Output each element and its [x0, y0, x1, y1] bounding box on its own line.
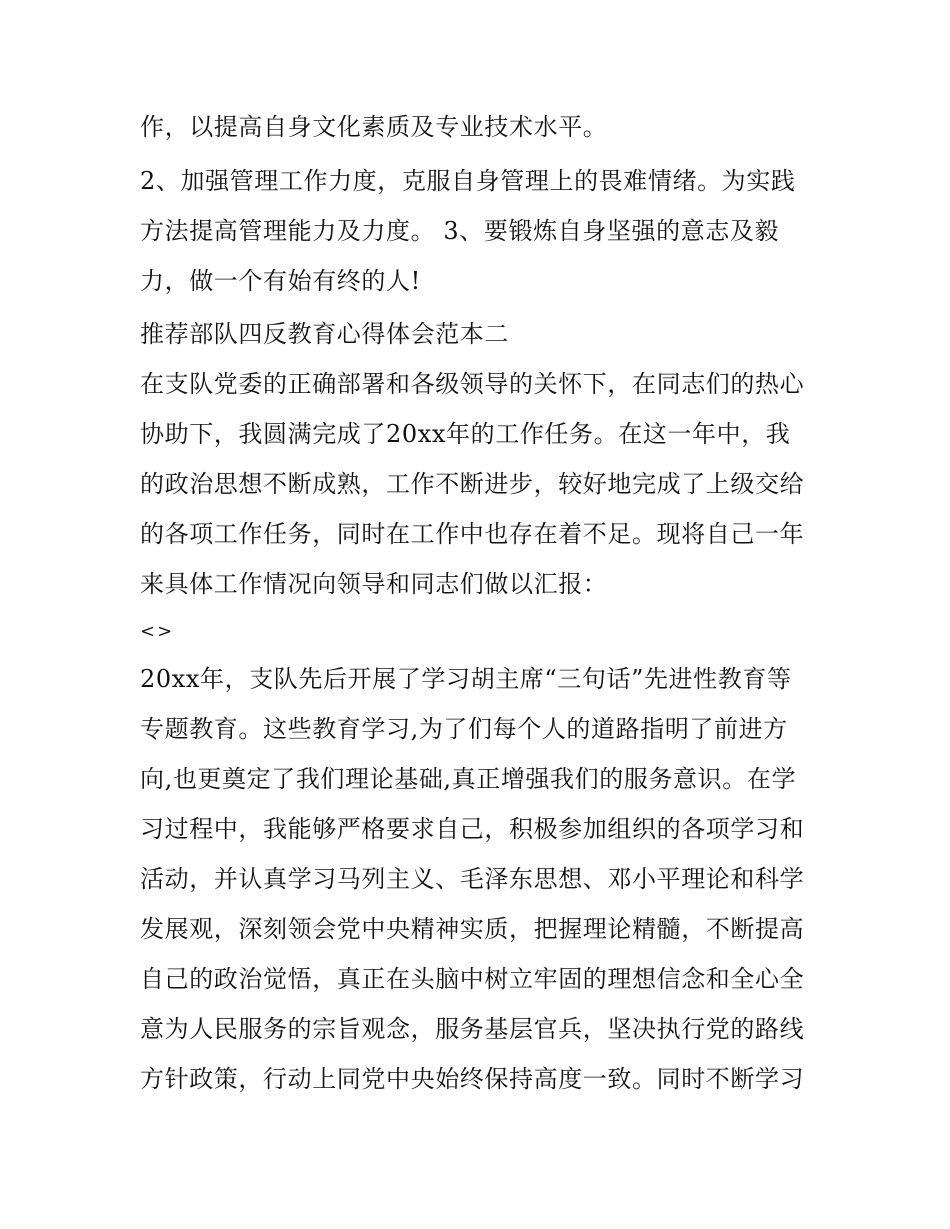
body-text-line: 在支队党委的正确部署和各级领导的关怀下，在同志们的热心 — [140, 370, 805, 398]
body-text-line: 发展观，深刻领会党中央精神实质，把握理论精髓，不断提高 — [140, 915, 805, 943]
body-text-line: 的政治思想不断成熟，工作不断进步，较好地完成了上级交给 — [140, 470, 805, 498]
body-text-line: 作，以提高自身文化素质及专业技术水平。 — [140, 113, 608, 141]
body-text-line: 方法提高管理能力及力度。 3、要锻炼自身坚强的意志及毅 — [140, 217, 780, 245]
body-text-line: 力，做一个有始有终的人! — [140, 267, 421, 295]
placeholder-marker: <> — [140, 621, 175, 642]
body-text-line: 来具体工作情况向领导和同志们做以汇报： — [140, 570, 608, 598]
body-text-line: 自己的政治觉悟，真正在头脑中树立牢固的理想信念和全心全 — [140, 965, 805, 993]
body-text-line: 习过程中，我能够严格要求自己，积极参加组织的各项学习和 — [140, 815, 805, 843]
body-text-line: 的各项工作任务，同时在工作中也存在着不足。现将自己一年 — [140, 520, 805, 548]
section-heading: 推荐部队四反教育心得体会范本二 — [140, 320, 509, 348]
body-text-line: 2、加强管理工作力度，克服自身管理上的畏难情绪。为实践 — [140, 167, 796, 195]
body-text-line: 意为人民服务的宗旨观念，服务基层官兵，坚决执行党的路线 — [140, 1015, 805, 1043]
body-text-line: 方针政策，行动上同党中央始终保持高度一致。同时不断学习 — [140, 1065, 805, 1093]
body-text-line: 向,也更奠定了我们理论基础,真正增强我们的服务意识。在学 — [140, 765, 797, 793]
body-text-line: 协助下，我圆满完成了20xx年的工作任务。在这一年中，我 — [140, 420, 791, 448]
body-text-line: 20xx年，支队先后开展了学习胡主席“三句话”先进性教育等 — [140, 665, 792, 693]
body-text-line: 活动，并认真学习马列主义、毛泽东思想、邓小平理论和科学 — [140, 865, 805, 893]
body-text-line: 专题教育。这些教育学习,为了们每个人的道路指明了前进方 — [140, 715, 788, 743]
